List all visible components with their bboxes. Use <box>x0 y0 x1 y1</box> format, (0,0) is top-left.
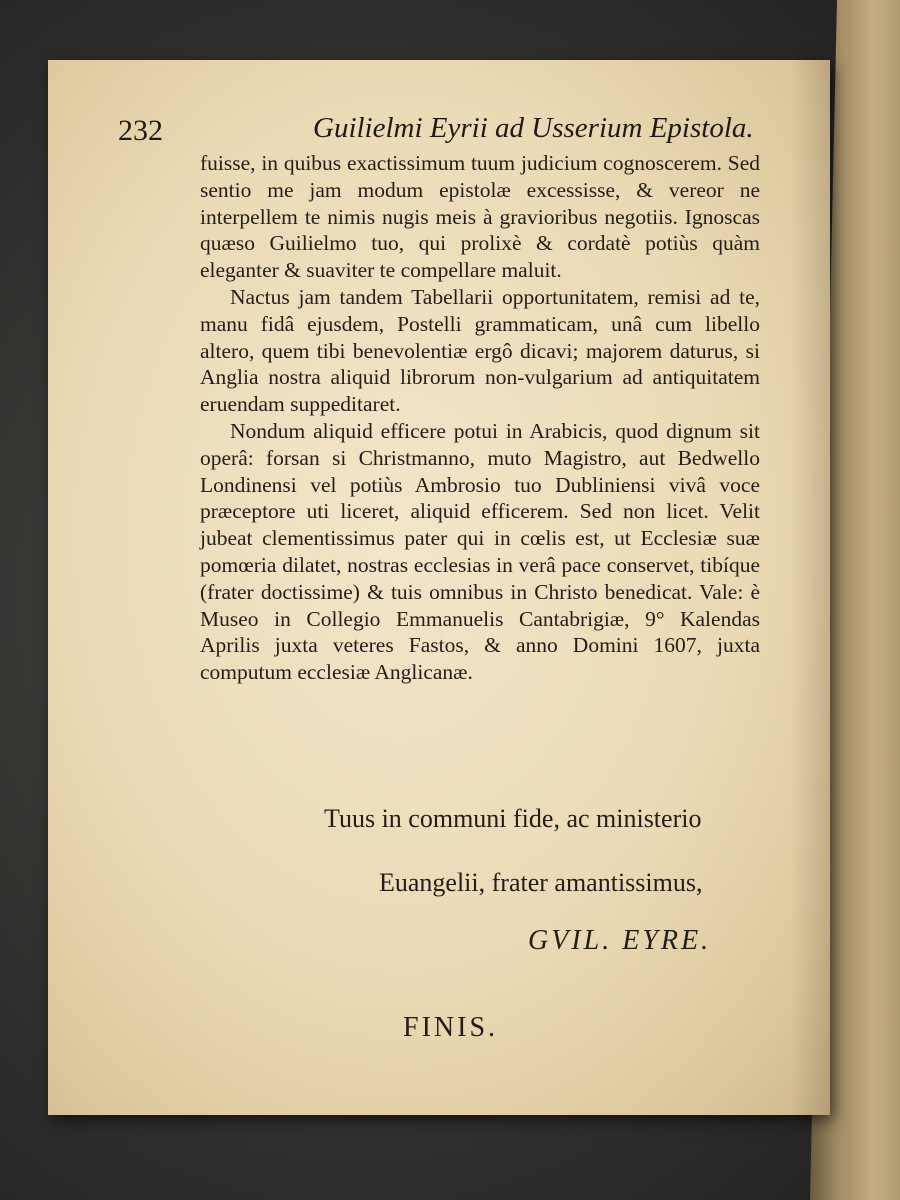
valediction-line-1: Tuus in communi fide, ac ministerio <box>324 804 702 833</box>
paragraph-continuation: fuisse, in quibus exactissimum tuum judicium cognoscerem. Sed sentio me jam modum epistolæ excessisse, & vereor ne interpellem te nimis nugis meis à gravioribus negotiis. Ignoscas quæso Guilielmo tuo, qui prolixè & cordatè potiùs quàm eleganter & suaviter te compellare maluit. <box>200 151 760 283</box>
finis-mark: FINIS. <box>403 1012 499 1043</box>
valediction-line-2: Euangelii, frater amantissimus, <box>379 868 703 897</box>
page-number: 232 <box>118 114 163 147</box>
signature: GVIL. EYRE. <box>528 925 712 956</box>
page-header <box>118 112 778 152</box>
letter-body <box>200 150 760 686</box>
book-page <box>48 60 830 1115</box>
paragraph-arabicis: Nondum aliquid efficere potui in Arabicis, quod dignum sit operâ: forsan si Christmanno, muto Magistro, aut Bedwello Londinensi vel potiùs Ambrosio tuo Dubliniensi vivâ voce præceptore uti liceret, aliquid efficerem. Sed non licet. Velit jubeat clementissimus pater qui in cœlis est, ut Ecclesiæ suæ pomœria dilatet, nostras ecclesias in verâ pace conservet, tibíque (frater doctissime) & tuis omnibus in Christo benedicat. Vale: è Museo in Collegio Emmanuelis Cantabrigiæ, 9° Kalendas Aprilis juxta veteres Fastos, & anno Domini 1607, juxta computum ecclesiæ Anglicanæ. <box>200 418 760 685</box>
paragraph-tabellarius: Nactus jam tandem Tabellarii opportunitatem, remisi ad te, manu fidâ ejusdem, Postelli grammaticam, unâ cum libello altero, quem tibi benevolentiæ ergô dicavi; majorem daturus, si Anglia nostra aliquid librorum non-vulgarium ad antiquitatem eruendam suppeditaret. <box>200 284 760 417</box>
running-head: Guilielmi Eyrii ad Usserium Epistola. <box>313 112 754 144</box>
page-gutter-shadow <box>790 60 830 1115</box>
